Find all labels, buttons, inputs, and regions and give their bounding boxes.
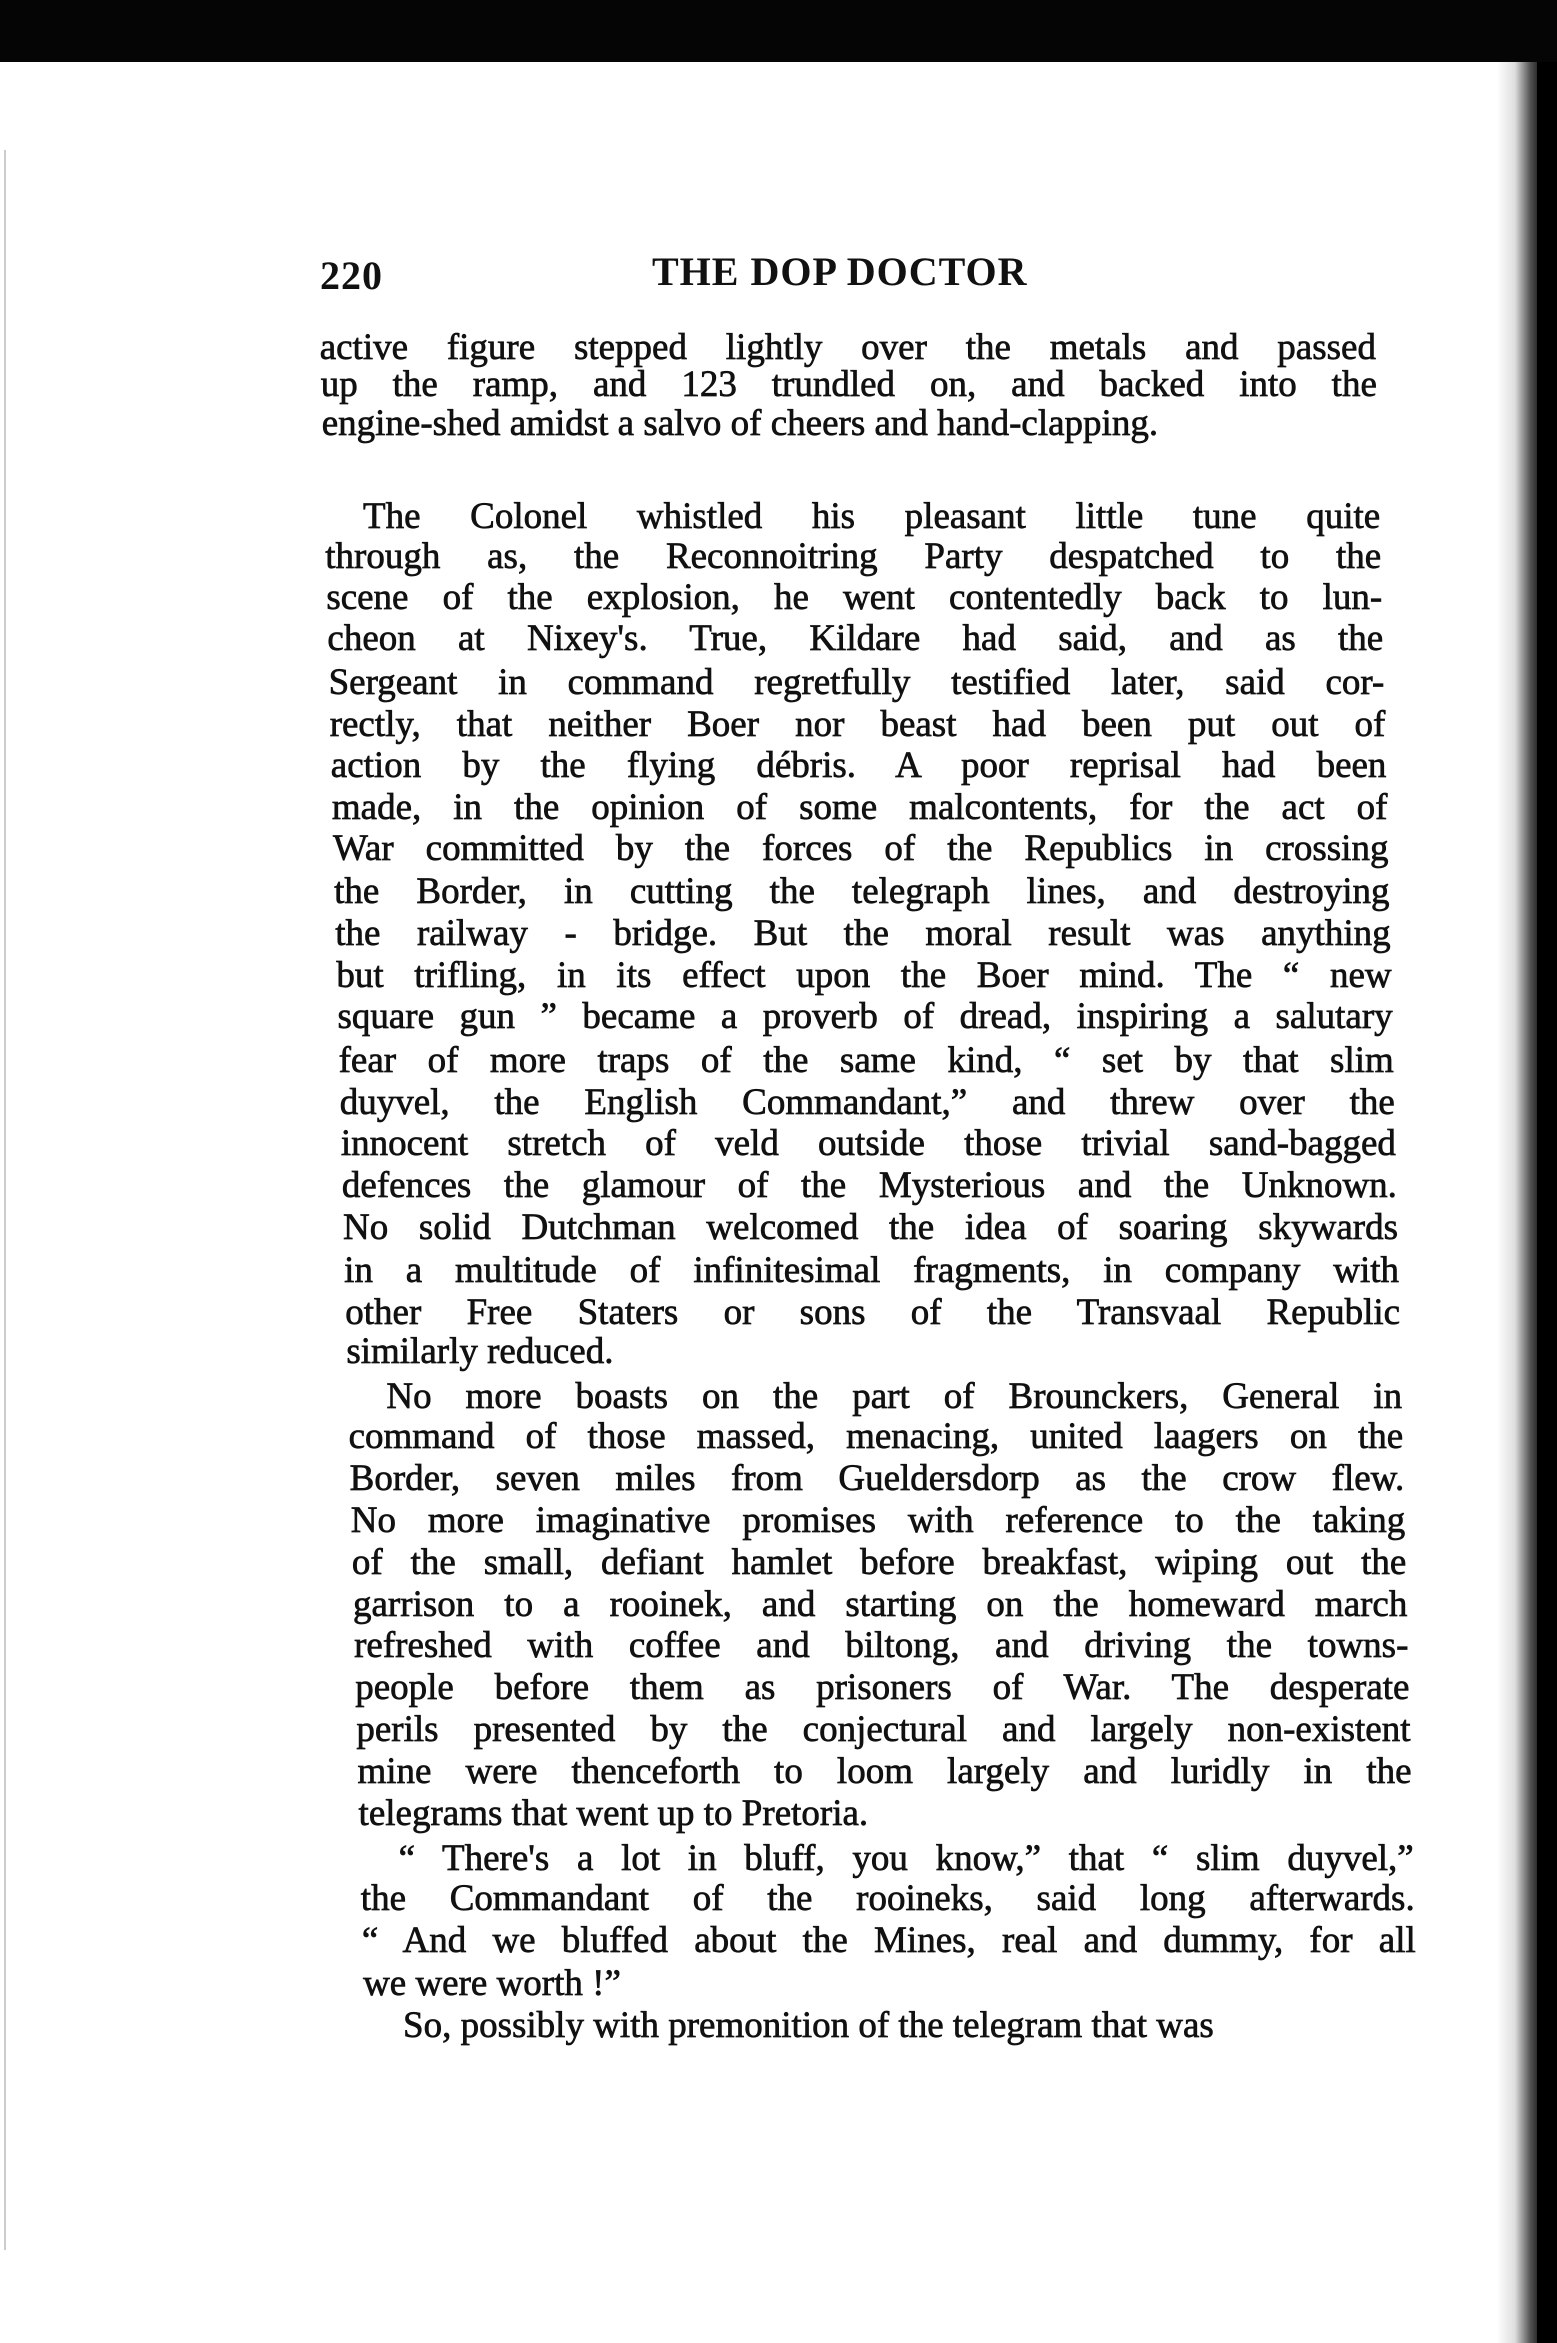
text-line: The Colonel whistled his pleasant little tune quite [363, 495, 1381, 537]
text-line: No solid Dutchman welcomed the idea of soaring skywards [343, 1207, 1398, 1249]
text-line: refreshed with coffee and biltong, and driving the towns- [354, 1625, 1409, 1667]
text-line: War committed by the forces of the Republics in crossing [332, 827, 1389, 869]
text-line: square gun ” became a proverb of dread, inspiring a salutary [337, 996, 1393, 1038]
text-line: action by the flying débris. A poor reprisal had been [330, 745, 1387, 787]
page-number: 220 [320, 253, 383, 298]
text-line: the Border, in cutting the telegraph lines, and destroying [334, 870, 1390, 912]
scan-top-border [0, 0, 1557, 62]
text-line: active figure stepped lightly over the metals and passed [319, 327, 1376, 369]
text-line: rectly, that neither Boer nor beast had been put out of [329, 703, 1386, 745]
text-line: innocent stretch of veld outside those trivial sand-bagged [340, 1123, 1396, 1165]
text-line: but trifling, in its effect upon the Boer mind. The “ new [336, 954, 1392, 996]
text-line: telegrams that went up to Pretoria. [358, 1792, 869, 1834]
text-line: “ There's a lot in bluff, you know,” that “ slim duyvel,” [398, 1837, 1414, 1879]
text-line: No more imaginative promises with reference to the taking [350, 1499, 1406, 1541]
text-line: command of those massed, menacing, united laagers on the [348, 1416, 1404, 1458]
text-line: Sergeant in command regretfully testified later, said cor- [328, 661, 1385, 703]
text-line: engine-shed amidst a salvo of cheers and hand-clapping. [321, 403, 1159, 445]
text-line: “ And we bluffed about the Mines, real and dummy, for all [361, 1919, 1416, 1961]
text-line: mine were thenceforth to loom largely and luridly in the [357, 1750, 1412, 1792]
text-line: up the ramp, and 123 trundled on, and backed into the [320, 364, 1377, 406]
text-line: perils presented by the conjectural and largely non-existent [356, 1709, 1411, 1751]
running-title: THE DOP DOCTOR [652, 249, 1028, 294]
text-line: people before them as prisoners of War. The desperate [355, 1667, 1410, 1709]
text-line: other Free Staters or sons of the Transvaal Republic [345, 1292, 1401, 1334]
text-line: duyvel, the English Commandant,” and threw over the [339, 1081, 1395, 1123]
book-binding-edge [1537, 62, 1557, 2343]
text-line: cheon at Nixey's. True, Kildare had said, and as the [327, 618, 1384, 660]
text-line: the Commandant of the rooineks, said long afterwards. [360, 1877, 1415, 1919]
text-line: So, possibly with premonition of the telegram that was [403, 2004, 1214, 2046]
text-line: defences the glamour of the Mysterious and the Unknown. [341, 1165, 1397, 1207]
text-line: the railway - bridge. But the moral result was anything [335, 912, 1391, 954]
text-line: garrison to a rooinek, and starting on the homeward march [353, 1583, 1408, 1625]
text-line: No more boasts on the part of Brounckers, General in [386, 1375, 1403, 1417]
page-edge [4, 150, 6, 2250]
text-line: through as, the Reconnoitring Party despatched to the [325, 536, 1382, 578]
text-line: similarly reduced. [346, 1331, 614, 1373]
text-line: of the small, defiant hamlet before breakfast, wiping out the [351, 1541, 1407, 1583]
text-line: we were worth !” [363, 1963, 621, 2005]
text-line: Border, seven miles from Gueldersdorp as the crow flew. [349, 1458, 1405, 1500]
text-line: fear of more traps of the same kind, “ set by that slim [338, 1039, 1394, 1081]
text-line: made, in the opinion of some malcontents, for the act of [331, 787, 1388, 829]
text-line: scene of the explosion, he went contentedly back to lun- [326, 576, 1383, 618]
text-line: in a multitude of infinitesimal fragments, in company with [344, 1250, 1400, 1292]
